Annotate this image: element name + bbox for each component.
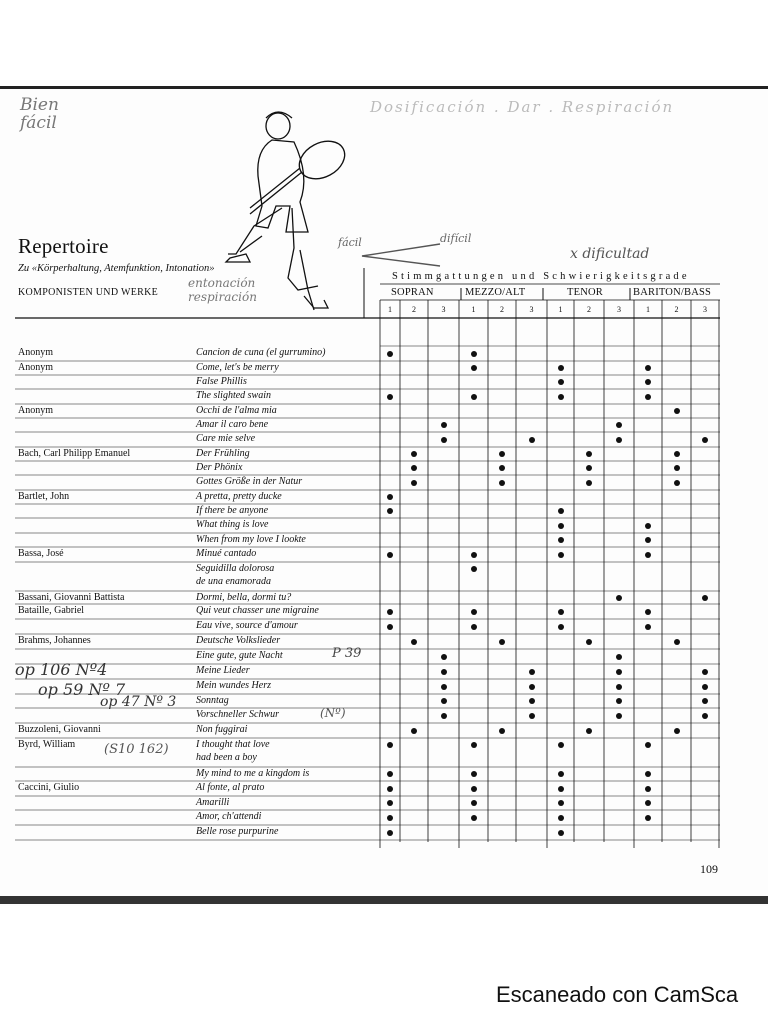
work-title: Deutsche Volkslieder [196,635,281,646]
page-subtitle: Zu «Körperhaltung, Atemfunktion, Intonation» [18,263,215,274]
work-title: Vorschneller Schwur [196,709,280,720]
grade-number: 1 [646,305,650,314]
handwritten-note: x dificultad [570,246,650,262]
work-title: Der Frühling [196,448,250,459]
work-title: Eau vive, source d'amour [196,620,298,631]
voice-type-baritone-bass: BARITON/BASS [633,287,712,298]
composer-name: Caccini, Giulio [18,782,80,793]
work-title: Cancion de cuna (el gurrumino) [196,347,326,358]
work-title: When from my love I lookte [196,534,306,545]
work-title: Eine gute, gute Nacht [196,650,283,661]
work-title: Amor, ch'attendi [196,811,262,822]
grade-number: 1 [471,305,476,314]
composer-name: Anonym [18,405,53,416]
composer-name: Brahms, Johannes [18,635,91,646]
work-title: Der Phönix [196,462,243,473]
composer-name: Anonym [18,347,53,358]
composer-name: Bassani, Giovanni Battista [18,592,125,603]
work-title: If there be anyone [196,505,269,516]
column-label: KOMPONISTEN UND WERKE [18,287,159,298]
handwritten-note: entonación [188,276,256,290]
work-title: My mind to me a kingdom is [196,768,310,779]
handwritten-note: P 39 [332,646,362,661]
scanner-watermark: Escaneado con CamSca [496,982,739,1007]
grades-header: Stimmgattungen und Schwierigkeitsgrade [392,271,690,282]
work-title: What thing is love [196,519,269,530]
grade-number: 2 [500,305,504,314]
page-title: Repertoire [18,234,109,258]
grade-number: 3 [617,305,621,314]
work-title: Minué cantado [196,548,257,559]
handwritten-note: Dosificación . Dar . Respiración [370,98,675,116]
voice-type-tenor: TENOR [567,287,603,298]
voice-type-mezzo-alto: MEZZO/ALT [465,287,526,298]
grade-number: 2 [587,305,591,314]
work-title: Amar il caro bene [196,419,269,430]
work-title: Gottes Größe in der Natur [196,476,303,487]
grade-number: 2 [412,305,416,314]
work-title: Seguidilla dolorosa de una enamorada [196,563,275,587]
work-title: Non fuggirai [196,724,248,735]
handwritten-note: op 59 Nº 7 [38,680,126,699]
composer-name: Bataille, Gabriel [18,605,85,616]
grade-number: 3 [529,305,534,314]
handwritten-note: op 106 Nº4 [15,660,108,679]
work-title: Qui veut chasser une migraine [196,605,319,616]
composer-name: Bartlet, John [18,491,70,502]
work-title: Amarilli [196,797,230,808]
grade-number: 3 [703,305,707,314]
work-title: Dormi, bella, dormi tu? [196,592,292,603]
handwritten-note: (S10 162) [104,742,169,757]
composer-name: Buzzoleni, Giovanni [18,724,101,735]
work-title: Occhi de l'alma mia [196,405,277,416]
work-title: Meine Lieder [196,665,250,676]
handwritten-note: respiración [188,290,257,304]
handwritten-note: fácil [338,236,362,249]
handwritten-note: difícil [440,232,472,245]
grade-number: 1 [558,305,563,314]
composer-name: Bassa, José [18,548,64,559]
work-title: Care mie selve [196,433,256,444]
grade-number: 3 [441,305,446,314]
grade-number: 2 [674,305,679,314]
work-title: I thought that love had been a boy [196,739,270,763]
work-title: Sonntag [196,695,229,706]
grade-number: 1 [388,305,392,314]
handwritten-note: op 47 Nº 3 [100,694,177,710]
work-title: Al fonte, al prato [196,782,265,793]
handwritten-note: Bien fácil [20,95,59,133]
work-title: Mein wundes Herz [196,680,271,691]
work-title: The slighted swain [196,390,272,401]
composer-name: Byrd, William [18,739,76,750]
handwritten-note: (Nº) [320,706,346,720]
work-title: Come, let's be merry [196,362,279,373]
voice-type-soprano: SOPRAN [391,287,434,298]
work-title: A pretta, pretty ducke [196,491,282,502]
work-title: Belle rose purpurine [196,826,279,837]
composer-name: Bach, Carl Philipp Emanuel [18,448,131,459]
composer-name: Anonym [18,362,53,373]
page-number: 109 [700,862,718,876]
work-title: False Phillis [196,376,247,387]
